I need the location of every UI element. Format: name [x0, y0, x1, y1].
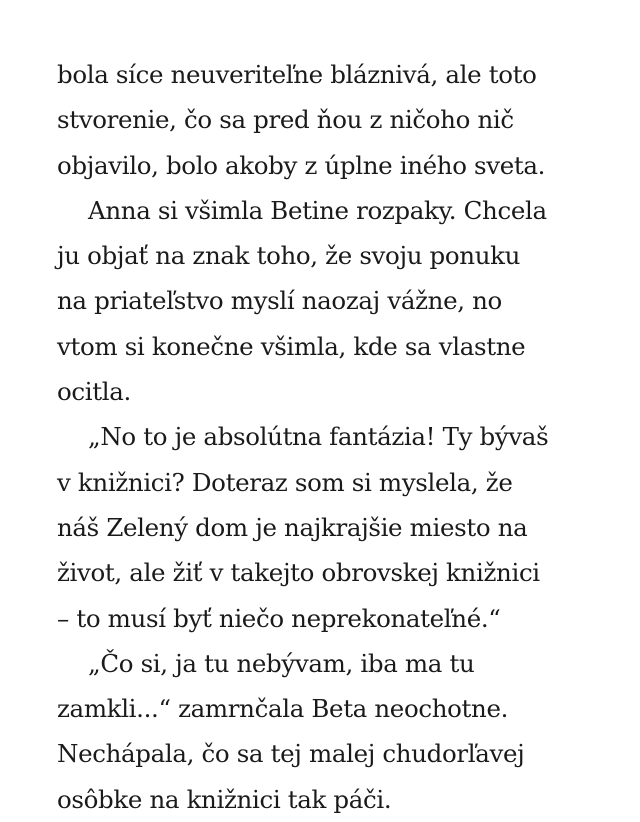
paragraph-first-line: „Čo si, ja tu nebývam, iba ma tu — [88, 648, 475, 678]
paragraph-first-line: Anna si všimla Betine rozpaky. Chcela — [88, 195, 547, 225]
text-line: – to musí byť niečo neprekonateľné.“ — [57, 603, 501, 633]
text-line: v knižnici? Doteraz som si myslela, že — [57, 467, 513, 497]
text-line: osôbke na knižnici tak páči. — [57, 784, 392, 814]
text-line: bola síce neuveriteľne bláznivá, ale toto — [57, 60, 537, 89]
text-line: stvorenie, čo sa pred ňou z ničoho nič — [57, 105, 514, 135]
text-line: život, ale žiť v takejto obrovskej knižnici — [57, 558, 540, 588]
text-line: na priateľstvo myslí naozaj vážne, no — [57, 286, 502, 316]
text-line: objavilo, bolo akoby z úplne iného sveta. — [57, 150, 546, 180]
text-line: náš Zelený dom je najkrajšie miesto na — [57, 512, 528, 542]
text-line: ju objať na znak toho, že svoju ponuku — [57, 241, 521, 271]
text-line: Nechápala, čo sa tej malej chudorľavej — [57, 739, 525, 769]
text-line: zamkli...“ zamrnčala Beta neochotne. — [57, 694, 509, 724]
book-page — [57, 52, 617, 822]
text-line: ocitla. — [57, 377, 131, 407]
text-line: vtom si konečne všimla, kde sa vlastne — [57, 331, 526, 361]
paragraph-first-line: „No to je absolútna fantázia! Ty bývaš — [88, 422, 549, 452]
